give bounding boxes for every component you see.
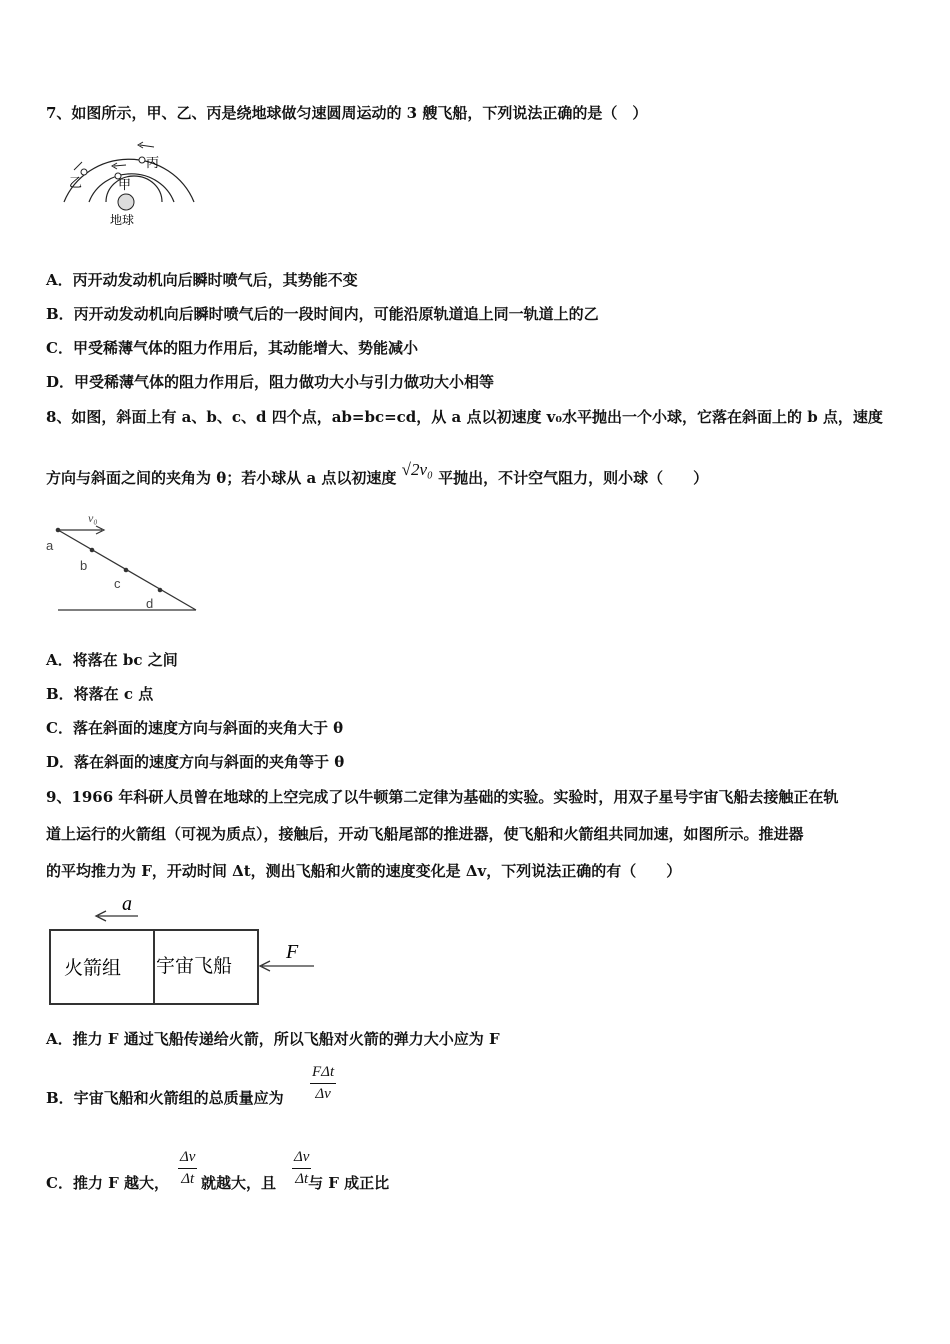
q9-stem-line3: 的平均推力为 F，开动时间 Δt，测出飞船和火箭的速度变化是 Δv，下列说法正确的有（ ） <box>46 862 682 880</box>
q9-stem-line2: 道上运行的火箭组（可视为质点），接触后，开动飞船尾部的推进器，使飞船和火箭组共同加速，如图所示。推进器 <box>46 825 804 843</box>
q7-stem: 7、如图所示，甲、乙、丙是绕地球做匀速圆周运动的 3 艘飞船，下列说法正确的是（ ） <box>46 104 648 122</box>
q7-option-a: A．丙开动发动机向后瞬时喷气后，其势能不变 <box>46 271 358 289</box>
label-b: b <box>80 558 88 573</box>
q9-option-b: B．宇宙飞船和火箭组的总质量应为 <box>46 1089 284 1107</box>
label-accel: a <box>122 893 132 915</box>
q8-option-a: A．将落在 bc 之间 <box>46 651 178 669</box>
optB-denominator: Δv <box>315 1086 331 1102</box>
label-earth: 地球 <box>110 213 135 227</box>
q7-option-b: B．丙开动发动机向后瞬时喷气后的一段时间内，可能沿原轨道追上同一轨道上的乙 <box>46 305 599 323</box>
q8-sqrt2-v0: √2v₀ <box>401 460 433 479</box>
q9-option-a: A．推力 F 通过飞船传递给火箭，所以飞船对火箭的弹力大小应为 F <box>46 1030 500 1048</box>
q8-option-b: B．将落在 c 点 <box>46 685 154 703</box>
label-bing: 丙 <box>146 156 160 171</box>
q8-incline-figure <box>44 508 204 618</box>
q9-optC-fraction-1 <box>178 1149 197 1188</box>
label-v0: v₀ <box>88 511 98 525</box>
optC-part2: 就越大，且 <box>201 1174 277 1192</box>
label-jia: 甲 <box>118 178 132 193</box>
label-d: d <box>146 596 154 611</box>
optB-numerator: FΔt <box>310 1064 336 1084</box>
label-force: F <box>286 941 299 963</box>
q8-stem-before: 方向与斜面之间的夹角为 θ；若小球从 a 点以初速度 <box>46 469 397 487</box>
q8-stem-after: 平抛出，不计空气阻力，则小球（ ） <box>438 469 709 487</box>
q7-option-c: C．甲受稀薄气体的阻力作用后，其动能增大、势能减小 <box>46 339 418 357</box>
optC-part3: 与 F 成正比 <box>308 1174 390 1192</box>
q8-stem-line2 <box>46 460 709 488</box>
label-a: a <box>46 538 54 553</box>
q7-option-d: D．甲受稀薄气体的阻力作用后，阻力做功大小与引力做功大小相等 <box>46 373 495 391</box>
label-ship: 宇宙飞船 <box>156 955 233 977</box>
optC-denominator-2: Δt <box>295 1171 309 1187</box>
optC-numerator-1: Δv <box>178 1149 197 1169</box>
label-c: c <box>114 576 121 591</box>
q8-option-d: D．落在斜面的速度方向与斜面的夹角等于 θ <box>46 753 345 771</box>
q8-stem-line1: 8、如图，斜面上有 a、b、c、d 四个点，ab=bc=cd，从 a 点以初速度 v₀水平抛出一个小球，它落在斜面上的 b 点，速度 <box>46 408 883 426</box>
q7-orbit-figure <box>54 132 204 232</box>
q9-optB-fraction <box>310 1064 336 1103</box>
q9-rocket-ship-figure <box>46 892 318 1008</box>
q9-option-c <box>46 1173 389 1193</box>
q8-option-c: C．落在斜面的速度方向与斜面的夹角大于 θ <box>46 719 344 737</box>
q9-stem-line1: 9、1966 年科研人员曾在地球的上空完成了以牛顿第二定律为基础的实验。实验时，用双子星号宇宙飞船去接触正在轨 <box>46 788 839 806</box>
q9-optC-fraction-2 <box>292 1149 311 1188</box>
optC-denominator-1: Δt <box>181 1171 195 1187</box>
optC-part1: C．推力 F 越大， <box>46 1174 170 1192</box>
optC-numerator-2: Δv <box>292 1149 311 1169</box>
label-rocket: 火箭组 <box>64 957 122 979</box>
label-yi: 乙 <box>69 176 83 191</box>
